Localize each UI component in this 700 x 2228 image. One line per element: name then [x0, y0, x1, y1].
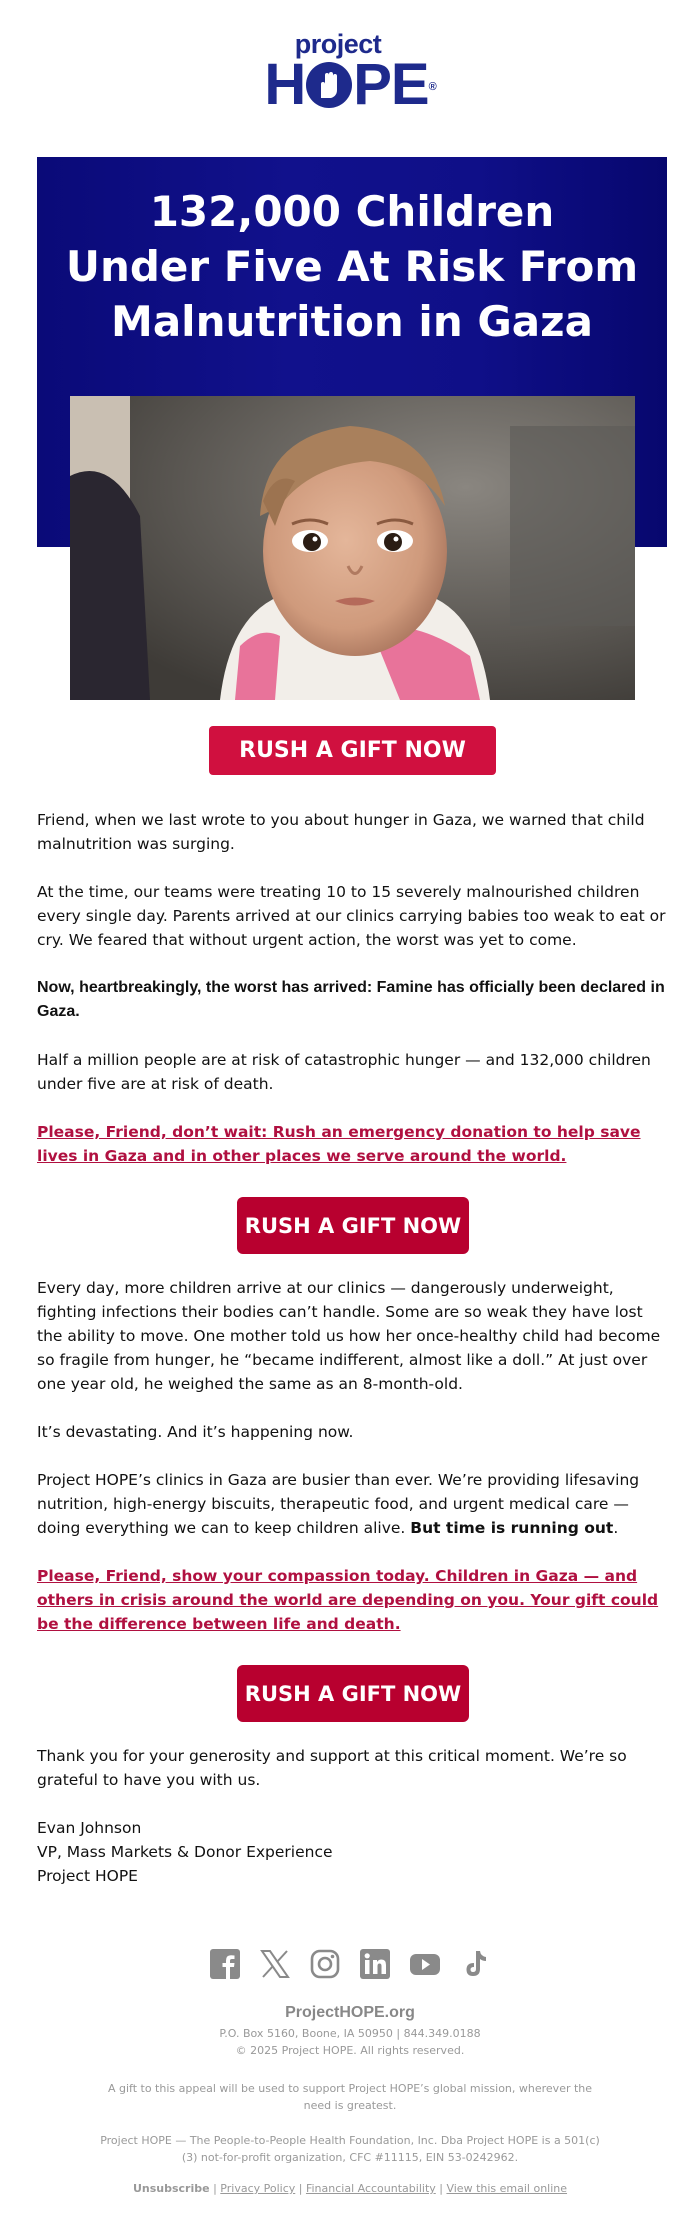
risk-paragraph: Half a million people are at risk of catastrophic hunger — and 132,000 children under five are at risk of death.	[37, 1051, 651, 1093]
hero-title-line: Malnutrition in Gaza	[111, 297, 593, 346]
child-photo	[70, 396, 635, 700]
clinics-busy-end: .	[613, 1519, 619, 1537]
facebook-icon[interactable]	[209, 1948, 241, 1980]
privacy-policy-link[interactable]: Privacy Policy	[220, 2182, 296, 2195]
logo-hope-text	[264, 52, 436, 117]
youtube-icon[interactable]	[409, 1948, 441, 1980]
clinics-busy-paragraph	[37, 1468, 667, 1540]
tiktok-icon[interactable]	[459, 1948, 491, 1980]
devastating-paragraph: It’s devastating. And it’s happening now.	[37, 1423, 354, 1441]
signature-org: Project HOPE	[37, 1867, 138, 1885]
rush-gift-button-2[interactable]: RUSH A GIFT NOW	[237, 1197, 469, 1254]
rush-gift-button-primary[interactable]: RUSH A GIFT NOW	[209, 726, 496, 775]
donate-link-2[interactable]: Please, Friend, show your compassion today. Children in Gaza — and others in crisis around the world are depending on you. Your gift could be the difference between life and death.	[37, 1567, 659, 1633]
footer-address: P.O. Box 5160, Boone, IA 50950 | 844.349.0188	[219, 2027, 481, 2040]
intro-paragraph: Friend, when we last wrote to you about hunger in Gaza, we warned that child malnutrition was surging.	[37, 811, 645, 853]
footer-separator: |	[295, 2182, 306, 2195]
footer-site-link[interactable]: ProjectHOPE.org	[285, 2004, 415, 2021]
treatment-paragraph: At the time, our teams were treating 10 to 15 severely malnourished children every single day. Parents arrived at our clinics carrying babies too weak to eat or cry. We feared that without urgent action, the worst was yet to come.	[37, 883, 666, 949]
famine-declared-paragraph: Now, heartbreakingly, the worst has arrived: Famine has officially been declared in Gaza.	[37, 979, 665, 1020]
logo-registered: ®	[428, 81, 436, 93]
unsubscribe-link[interactable]: Unsubscribe	[132, 2182, 210, 2195]
x-icon[interactable]	[259, 1948, 291, 1980]
financial-accountability-link[interactable]: Financial Accountability	[305, 2182, 436, 2195]
linkedin-icon[interactable]	[359, 1948, 391, 1980]
hero-title	[37, 184, 667, 349]
logo-hand-icon	[306, 62, 352, 108]
footer-legal: Project HOPE — The People-to-People Health Foundation, Inc. Dba Project HOPE is a 501(c)(3) not-for-profit organization, CFC #11115, EIN 53-0242962.	[100, 2134, 600, 2164]
footer-copyright: © 2025 Project HOPE. All rights reserved.	[235, 2044, 465, 2057]
clinics-busy-text: Project HOPE’s clinics in Gaza are busier than ever. We’re providing lifesaving nutrition, high-energy biscuits, therapeutic food, and urgent medical care — doing everything we can to keep children alive.	[37, 1471, 640, 1537]
footer-appeal-note: A gift to this appeal will be used to support Project HOPE’s global mission, wherever the need is greatest.	[107, 2082, 593, 2112]
logo-h: H	[264, 52, 306, 117]
footer-separator: |	[435, 2182, 447, 2195]
social-icons	[0, 1948, 700, 1980]
view-online-link[interactable]: View this email online	[446, 2182, 568, 2195]
project-hope-logo[interactable]	[0, 29, 700, 117]
thank-you-paragraph: Thank you for your generosity and support at this critical moment. We’re so grateful to have you with us.	[37, 1747, 627, 1789]
clinics-story-paragraph: Every day, more children arrive at our clinics — dangerously underweight, fighting infections their bodies can’t handle. Some are so weak they have lost the ability to move. One mother told us how her once-healthy child had become so fragile from hunger, he “became indifferent, almost like a doll.” At just over one year old, he weighed the same as an 8-month-old.	[37, 1279, 661, 1393]
logo-pe: PE	[353, 52, 429, 117]
donate-link-1[interactable]: Please, Friend, don’t wait: Rush an emergency donation to help save lives in Gaza and in other places we serve around the world.	[37, 1123, 641, 1165]
instagram-icon[interactable]	[309, 1948, 341, 1980]
rush-gift-button-3[interactable]: RUSH A GIFT NOW	[237, 1665, 469, 1722]
signature-title: VP, Mass Markets & Donor Experience	[37, 1843, 333, 1861]
footer-links	[0, 2182, 700, 2195]
hero-title-line: Under Five At Risk From	[65, 242, 639, 291]
signature-block	[37, 1816, 667, 1888]
logo-project-text: project	[294, 29, 382, 59]
signature-name: Evan Johnson	[37, 1819, 142, 1837]
hero-title-line: 132,000 Children	[149, 187, 555, 236]
footer-separator: |	[209, 2182, 221, 2195]
time-running-out-text: But time is running out	[410, 1519, 614, 1537]
